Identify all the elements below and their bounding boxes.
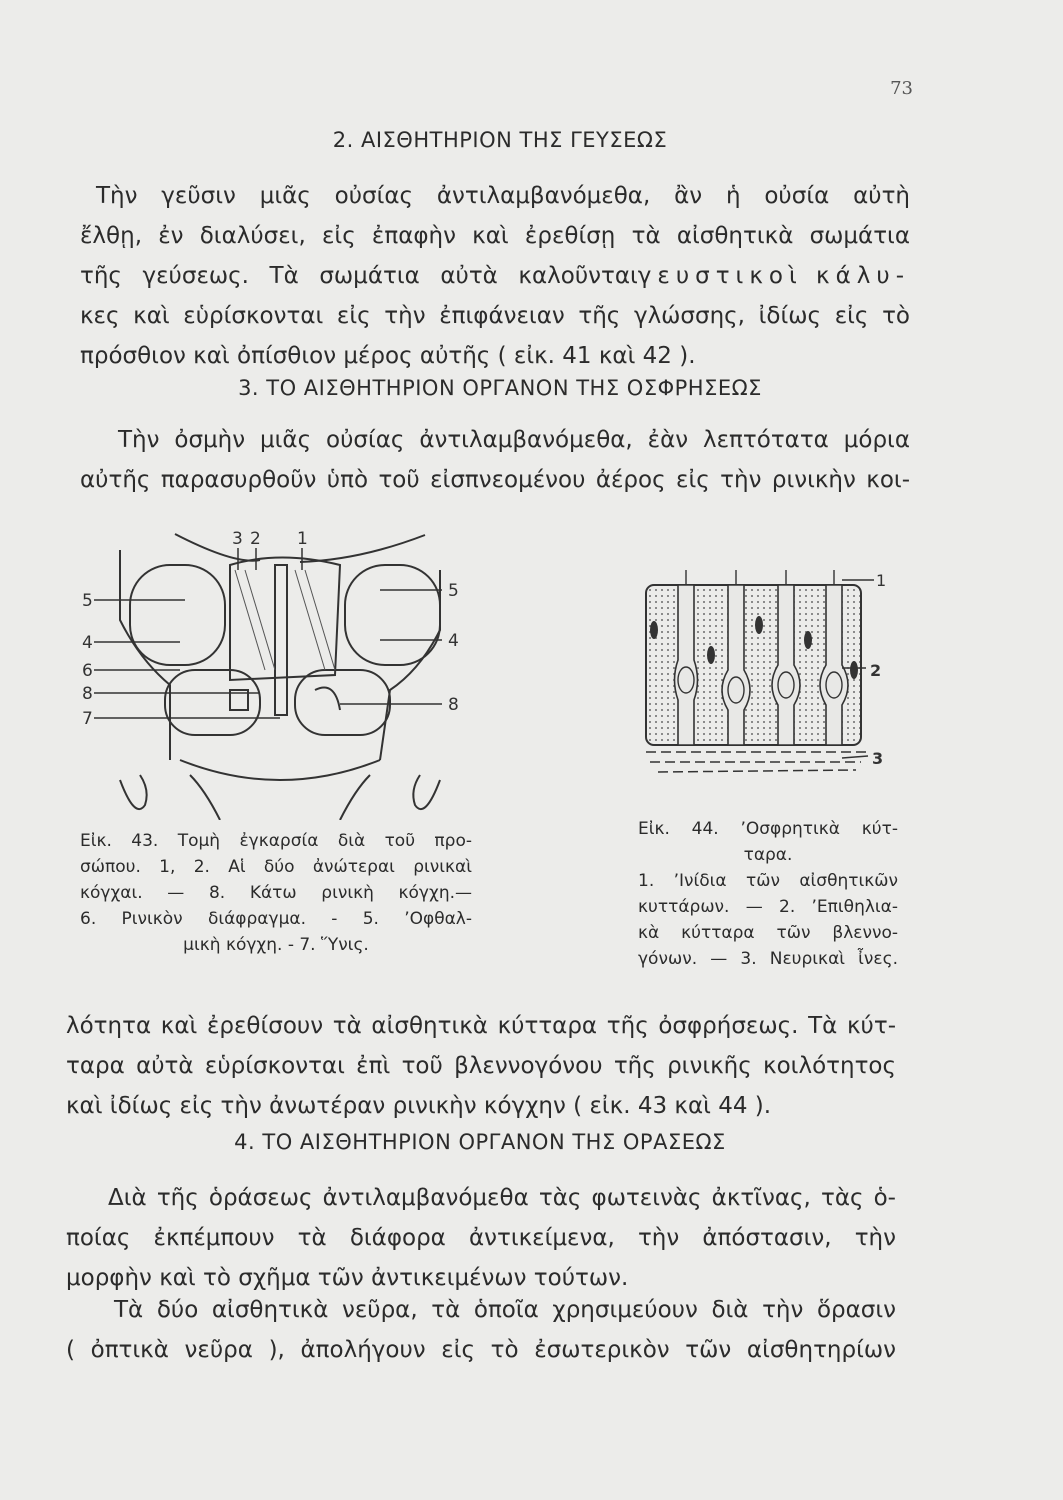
figure-43-label-2: 2 <box>250 529 261 549</box>
text-line: ἔλθῃ, ἐν διαλύσει, εἰς ἐπαφὴν καὶ ἐρεθίσῃ τὰ αἰσθητικὰ σωμάτια <box>80 223 910 249</box>
text-line: κες καὶ εὑρίσκονται εἰς τὴν ἐπιφάνειαν τῆς γλώσσης, ἰδίως εἰς τὸ <box>80 303 910 329</box>
paragraph-sight-1 <box>66 1178 896 1298</box>
figure-43-label-3: 3 <box>232 529 243 549</box>
caption-line: 1. ’Ινίδια τῶν αἰσθητικῶν <box>638 871 898 891</box>
text-line: ( ὀπτικὰ νεῦρα ), ἀπολήγουν εἰς τὸ ἐσωτερικὸν τῶν αἰσθητηρίων <box>66 1337 896 1363</box>
caption-line: κυττάρων. — 2. ’Επιθηλια- <box>638 897 898 917</box>
text-line: ταρα αὐτὰ εὑρίσκονται ἐπὶ τοῦ βλεννογόνου τῆς ρινικῆς κοιλότητος <box>66 1053 896 1079</box>
caption-line: 6. Ρινικὸν διάφραγμα. - 5. ’Οφθαλ- <box>80 909 472 929</box>
figure-43-nasal-cross-section <box>80 520 480 820</box>
text-line: καὶ ἰδίως εἰς τὴν ἀνωτέραν ρινικὴν κόγχην ( εἰκ. 43 καὶ 44 ). <box>66 1093 772 1119</box>
figure-43-label-4-right: 4 <box>448 631 459 651</box>
paragraph-taste <box>80 176 910 376</box>
section-heading-sight: 4. ΤΟ ΑΙΣΘΗΤΗΡΙΟΝ ΟΡΓΑΝΟΝ ΤΗΣ ΟΡΑΣΕΩΣ <box>234 1130 726 1154</box>
caption-line: γόνων. — 3. Νευρικαὶ ἶνες. <box>638 949 898 969</box>
text-line: Τὴν γεῦσιν μιᾶς οὐσίας ἀντιλαμβανόμεθα, ἂν ἡ οὐσία αὐτὴ <box>96 183 910 209</box>
figure-43-label-8-right: 8 <box>448 695 459 715</box>
text-line: Διὰ τῆς ὁράσεως ἀντιλαμβανόμεθα τὰς φωτεινὰς ἀκτῖνας, τὰς ὁ- <box>108 1185 896 1211</box>
text-line: Τὰ δύο αἰσθητικὰ νεῦρα, τὰ ὁποῖα χρησιμεύουν διὰ τὴν ὅρασιν <box>114 1297 896 1323</box>
figure-43-label-6: 6 <box>82 661 93 681</box>
text-line: λότητα καὶ ἐρεθίσουν τὰ αἰσθητικὰ κύτταρα τῆς ὀσφρήσεως. Τὰ κύτ- <box>66 1013 896 1039</box>
caption-line: Εἰκ. 44. ’Οσφρητικὰ κύτ- <box>638 819 898 839</box>
figure-43-label-4-left: 4 <box>82 633 93 653</box>
paragraph-smell-1 <box>80 420 910 500</box>
figure-44-olfactory-cells <box>636 570 896 795</box>
text-line: μορφὴν καὶ τὸ σχῆμα τῶν ἀντικειμένων τούτων. <box>66 1265 629 1291</box>
text-line: πρόσθιον καὶ ὀπίσθιον μέρος αὐτῆς ( εἰκ. 41 καὶ 42 ). <box>80 343 696 369</box>
figure-43-label-5-right: 5 <box>448 581 459 601</box>
figure-43-label-8-left: 8 <box>82 684 93 704</box>
text-fragment: τῆς γεύσεως. Τὰ σωμάτια αὐτὰ καλοῦνται <box>80 263 638 289</box>
figure-43-caption <box>80 828 472 958</box>
section-heading-taste: 2. ΑΙΣΘΗΤΗΡΙΟΝ ΤΗΣ ΓΕΥΣΕΩΣ <box>332 128 668 152</box>
caption-line: κόγχαι. — 8. Κάτω ρινικὴ κόγχη.— <box>80 883 472 903</box>
page-number: 73 <box>890 78 913 99</box>
figure-43-label-1: 1 <box>297 529 308 549</box>
figure-44-caption <box>638 816 898 972</box>
paragraph-smell-2 <box>66 1006 896 1126</box>
figure-43-label-5-left: 5 <box>82 591 93 611</box>
caption-line: μικὴ κόγχη. - 7. Ὕνις. <box>183 935 369 955</box>
figure-44-label-2: 2 <box>870 661 882 680</box>
caption-line: σώπου. 1, 2. Αἱ δύο ἀνώτεραι ρινικαὶ <box>80 857 472 877</box>
caption-line: Εἰκ. 43. Τομὴ ἐγκαρσία διὰ τοῦ προ- <box>80 831 472 851</box>
spaced-term: γευστικοὶ κάλυ- <box>637 263 910 289</box>
text-line: Τὴν ὀσμὴν μιᾶς οὐσίας ἀντιλαμβανόμεθα, ἐὰν λεπτότατα μόρια <box>118 427 910 453</box>
caption-line: ταρα. <box>743 845 793 865</box>
section-heading-smell: 3. ΤΟ ΑΙΣΘΗΤΗΡΙΟΝ ΟΡΓΑΝΟΝ ΤΗΣ ΟΣΦΡΗΣΕΩΣ <box>238 376 762 400</box>
figure-44-label-1: 1 <box>876 571 887 590</box>
figure-43-label-7: 7 <box>82 709 93 729</box>
caption-line: κὰ κύτταρα τῶν βλεννο- <box>638 923 898 943</box>
paragraph-sight-2 <box>66 1290 896 1370</box>
text-line: ποίας ἐκπέμπουν τὰ διάφορα ἀντικείμενα, τὴν ἀπόστασιν, τὴν <box>66 1225 896 1251</box>
text-line <box>80 256 910 296</box>
figure-44-label-3: 3 <box>872 749 884 768</box>
text-line: αὐτῆς παρασυρθοῦν ὑπὸ τοῦ εἰσπνεομένου ἀέρος εἰς τὴν ρινικὴν κοι- <box>80 467 910 493</box>
